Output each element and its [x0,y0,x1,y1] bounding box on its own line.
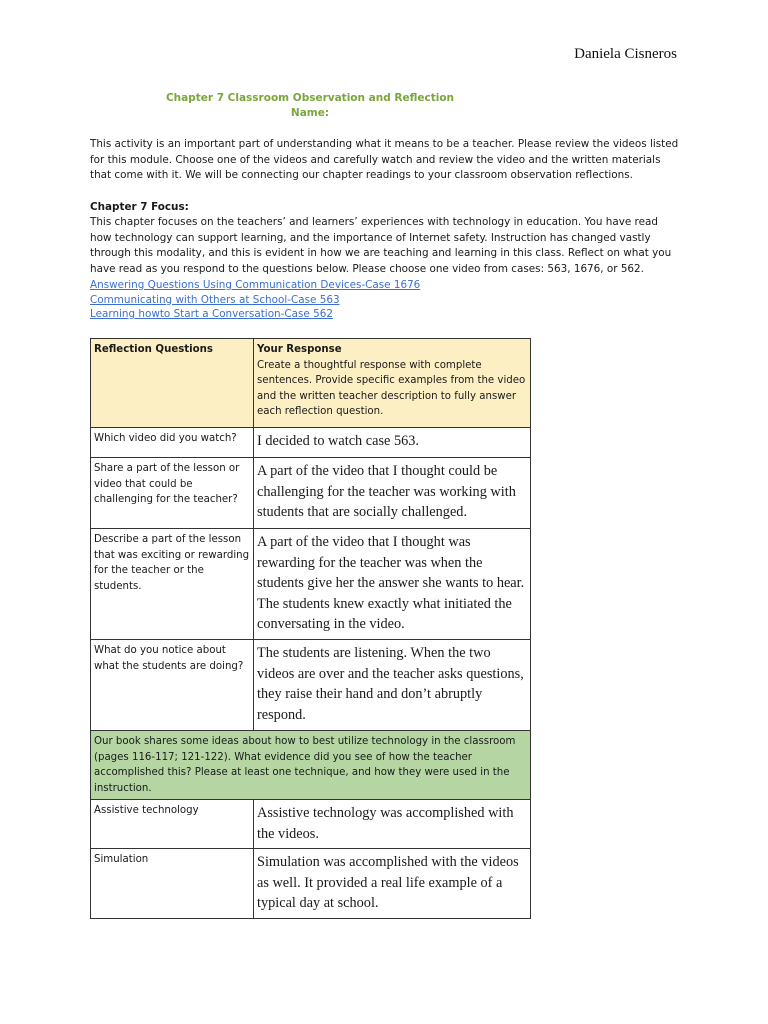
header-response-title: Your Response [257,344,342,355]
response-cell[interactable]: I decided to watch case 563. [254,428,531,458]
document-title: Chapter 7 Classroom Observation and Reflection [165,92,455,104]
link-case-562[interactable]: Learning howto Start a Conversation-Case 562 [90,308,333,320]
header-response-instructions: Create a thoughtful response with complete sentences. Provide specific examples from the video and the written teacher description to fully answer each reflection question. [257,359,526,417]
link-case-1676[interactable]: Answering Questions Using Communication Devices-Case 1676 [90,279,421,291]
technique-cell: Assistive technology [91,800,254,849]
question-cell: Describe a part of the lesson that was exciting or rewarding for the teacher or the students. [91,529,254,640]
header-response [254,339,531,428]
question-cell: What do you notice about what the students are doing? [91,640,254,731]
technology-prompt: Our book shares some ideas about how to best utilize technology in the classroom (pages 116-117; 121-122). What evidence did you see of how the teacher accomplished this? Please at least one technique, and how they were used in the instruction. [91,731,531,800]
table-row [91,800,531,849]
name-label: Name: [290,107,330,119]
title-block [90,91,530,121]
question-cell: Which video did you watch? [91,428,254,458]
table-row [91,640,531,731]
intro-paragraph: This activity is an important part of understanding what it means to be a teacher. Please review the videos listed for this module. Choose one of the videos and carefully watch and review the video and the written materials that come with it. We will be connecting our chapter readings to your classroom observation reflections. [90,138,679,181]
response-cell[interactable]: Simulation was accomplished with the videos as well. It provided a real life example of a typical day at school. [254,849,531,919]
focus-paragraph: This chapter focuses on the teachers’ and learners’ experiences with technology in education. You have read how technology can support learning, and the importance of Internet safety. Instruction has changed vastly through this modality, and this is evident in how we are teaching and learning in this class. Reflect on what you have read as you respond to the questions below. Please choose one video from cases: 563, 1676, or 562. [90,216,672,275]
table-header-row [91,339,531,428]
table-row [91,428,531,458]
focus-heading: Chapter 7 Focus: [90,201,189,213]
response-cell[interactable]: The students are listening. When the two videos are over and the teacher asks questions, they raise their hand and don’t abruptly respond. [254,640,531,731]
case-links [90,278,420,322]
response-cell[interactable]: A part of the video that I thought could be challenging for the teacher was working with students that are socially challenged. [254,458,531,529]
table-row [91,849,531,919]
table-row [91,529,531,640]
header-questions: Reflection Questions [91,339,254,428]
table-row [91,458,531,529]
link-case-563[interactable]: Communicating with Others at School-Case 563 [90,293,340,306]
response-cell[interactable]: A part of the video that I thought was rewarding for the teacher was when the students give her the answer she wants to hear. The students knew exactly what initiated the conversating in the video. [254,529,531,640]
reflection-table [90,338,531,919]
author-name: Daniela Cisneros [574,46,677,62]
technology-prompt-row [91,731,531,800]
question-cell: Share a part of the lesson or video that could be challenging for the teacher? [91,458,254,529]
response-cell[interactable]: Assistive technology was accomplished with the videos. [254,800,531,849]
technique-cell: Simulation [91,849,254,919]
